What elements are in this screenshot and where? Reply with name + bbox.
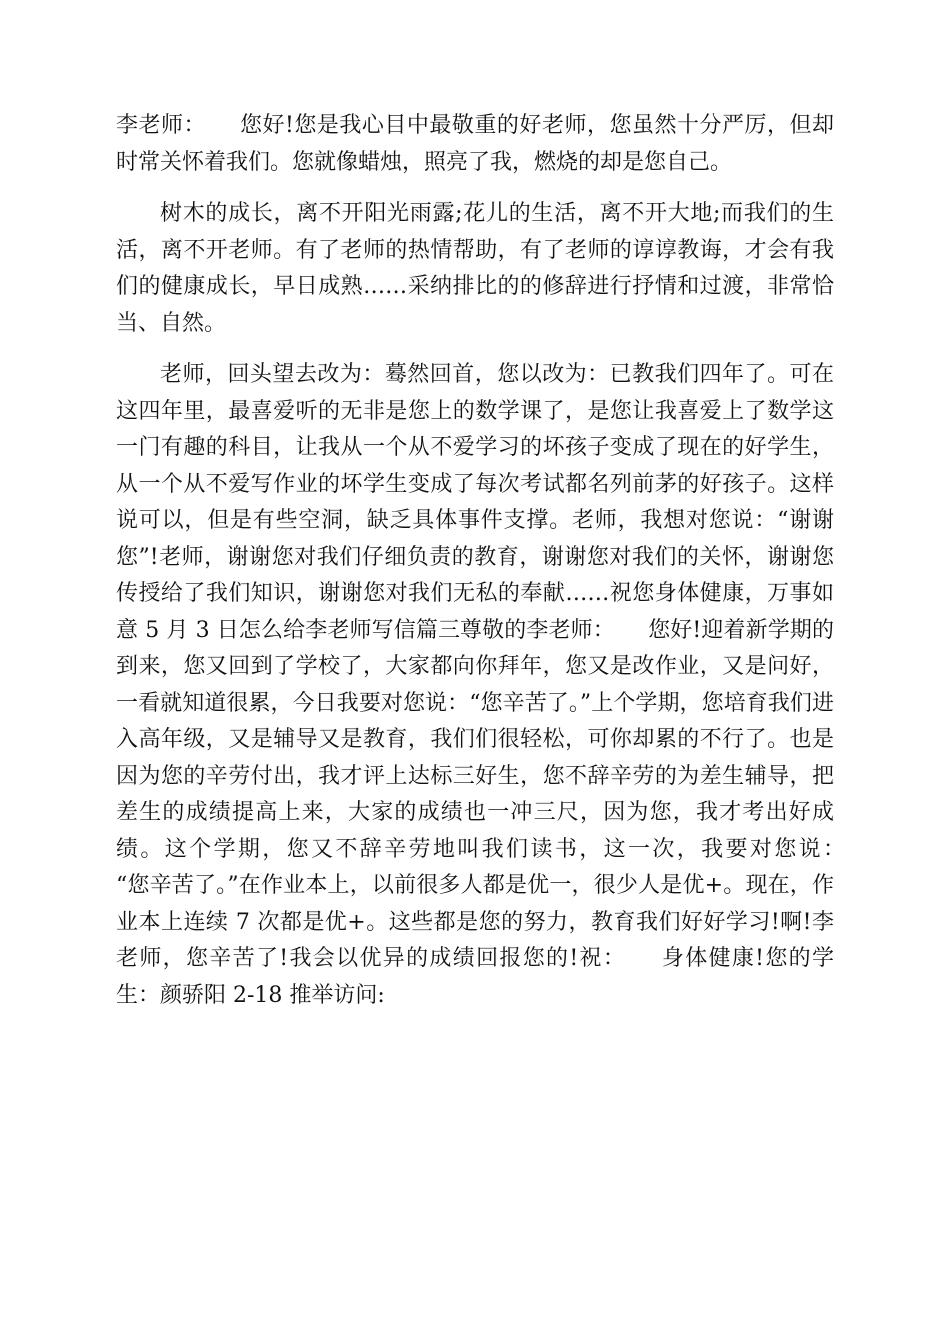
- document-body: [116, 108, 879, 1014]
- paragraph-1: 李老师： 您好!您是我心目中最敬重的好老师，您虽然十分严厉，但却时常关怀着我们。您就像蜡烛，照亮了我，燃烧的却是您自己。: [116, 113, 834, 175]
- paragraph-3: 老师，回头望去改为：蓦然回首，您以改为：已教我们四年了。可在这四年里，最喜爱听的无非是您上的数学课了，是您让我喜爱上了数学这一门有趣的科目，让我从一个从不爱学习的坏孩子变成了现在的好学生，从一个从不爱写作业的坏学生变成了每次考试都名列前茅的好孩子。这样说可以，但是有些空洞，缺乏具体事件支撑。老师，我想对您说：“谢谢您”!老师，谢谢您对我们仔细负责的教育，谢谢您对我们的关怀，谢谢您传授给了我们知识，谢谢您对我们无私的奉献……祝您身体健康，万事如意 5 月 3 日怎么给李老师写信篇三尊敬的李老师： 您好!迎着新学期的到来，您又回到了学校了，大家都向你拜年，您又是改作业，又是问好，一看就知道很累，今日我要对您说：“您辛苦了。”上个学期，您培育我们进入高年级，又是辅导又是教育，我们们很轻松，可你却累的不行了。也是因为您的辛劳付出，我才评上达标三好生，您不辞辛劳的为差生辅导，把差生的成绩提高上来，大家的成绩也一冲三尺，因为您，我才考出好成绩。这个学期，您又不辞辛劳地叫我们读书，这一次，我要对您说： “您辛苦了。”在作业本上，以前很多人都是优一，很少人是优+。现在，作业本上连续 7 次都是优+。这些都是您的努力，教育我们好好学习!啊!李老师，您辛苦了!我会以优异的成绩回报您的!祝： 身体健康!您的学生：颜骄阳 2-18 推举访问:: [116, 362, 879, 1008]
- paragraph-2: 树木的成长，离不开阳光雨露;花儿的生活，离不开大地;而我们的生活，离不开老师。有了老师的热情帮助，有了老师的谆谆教诲，才会有我们的健康成长，早日成熟……采纳排比的的修辞进行抒情和过渡，非常恰当、自然。: [116, 201, 834, 336]
